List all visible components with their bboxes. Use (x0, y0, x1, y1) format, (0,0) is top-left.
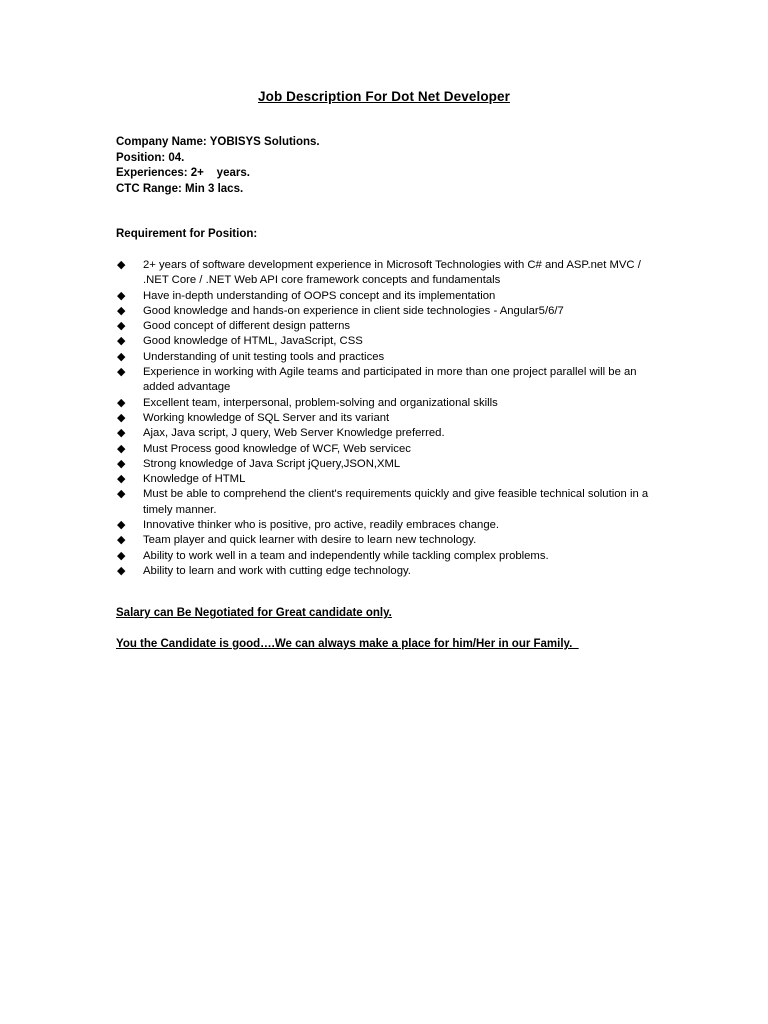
position-count: Position: 04. (116, 151, 185, 164)
diamond-bullet-icon: ◆ (117, 457, 126, 470)
requirement-text: Working knowledge of SQL Server and its variant (143, 411, 390, 424)
diamond-bullet-icon: ◆ (117, 396, 126, 409)
diamond-bullet-icon: ◆ (117, 366, 126, 379)
job-info (116, 135, 320, 197)
diamond-bullet-icon: ◆ (117, 488, 126, 501)
salary-note: Salary can Be Negotiated for Great candidate only. (116, 607, 392, 619)
diamond-bullet-icon: ◆ (117, 519, 126, 532)
diamond-bullet-icon: ◆ (117, 427, 126, 440)
diamond-bullet-icon: ◆ (117, 564, 126, 577)
requirement-text: Good knowledge and hands-on experience in client side technologies - Angular5/6/7 (143, 304, 564, 317)
requirement-text: Must Process good knowledge of WCF, Web servicec (143, 442, 411, 455)
list-item (116, 487, 656, 518)
requirement-text: Knowledge of HTML (143, 473, 246, 486)
list-item (116, 365, 656, 396)
requirement-text: Excellent team, interpersonal, problem-solving and organizational skills (143, 396, 498, 409)
requirement-text: Understanding of unit testing tools and practices (143, 350, 385, 363)
list-item (116, 258, 656, 289)
list-item (116, 350, 656, 365)
requirement-text: Ajax, Java script, J query, Web Server Knowledge preferred. (143, 427, 445, 440)
ctc-range: CTC Range: Min 3 lacs. (116, 182, 244, 195)
requirement-text: Must be able to comprehend the client's requirements quickly and give feasible technical solution in a timely manner. (143, 488, 649, 516)
closing-note: You the Candidate is good….We can always make a place for him/Her in our Family. (116, 638, 579, 650)
list-item (116, 396, 656, 411)
company-name: Company Name: YOBISYS Solutions. (116, 136, 320, 148)
requirement-text: 2+ years of software development experience in Microsoft Technologies with C# and ASP.net MVC / .NET Core / .NET Web API core framework concepts and fundamentals (143, 259, 641, 287)
list-item (116, 304, 656, 319)
experience-required: Experiences: 2+ years. (116, 167, 250, 179)
requirement-text: Innovative thinker who is positive, pro active, readily embraces change. (143, 519, 500, 532)
list-item (116, 289, 656, 304)
requirements-list (116, 258, 656, 579)
list-item (116, 564, 656, 579)
requirement-text: Strong knowledge of Java Script jQuery,JSON,XML (143, 457, 401, 470)
diamond-bullet-icon: ◆ (117, 473, 126, 486)
requirement-text: Ability to learn and work with cutting edge technology. (143, 564, 411, 577)
requirement-text: Have in-depth understanding of OOPS concept and its implementation (143, 289, 496, 302)
diamond-bullet-icon: ◆ (117, 335, 126, 348)
requirement-text: Team player and quick learner with desire to learn new technology. (143, 534, 477, 547)
diamond-bullet-icon: ◆ (117, 350, 126, 363)
list-item (116, 472, 656, 487)
list-item (116, 549, 656, 564)
diamond-bullet-icon: ◆ (117, 320, 126, 333)
requirement-text: Good knowledge of HTML, JavaScript, CSS (143, 335, 363, 348)
list-item (116, 319, 656, 334)
document-title: Job Description For Dot Net Developer (258, 89, 510, 104)
list-item (116, 334, 656, 349)
requirement-text: Good concept of different design patterns (143, 320, 351, 333)
list-item (116, 442, 656, 457)
diamond-bullet-icon: ◆ (117, 442, 126, 455)
requirement-text: Experience in working with Agile teams and participated in more than one project parallel will be an added advantage (143, 366, 637, 394)
diamond-bullet-icon: ◆ (117, 534, 126, 547)
list-item (116, 426, 656, 441)
list-item (116, 411, 656, 426)
diamond-bullet-icon: ◆ (117, 304, 126, 317)
diamond-bullet-icon: ◆ (117, 259, 126, 271)
list-item (116, 533, 656, 548)
list-item (116, 457, 656, 472)
requirements-heading: Requirement for Position: (116, 228, 258, 240)
list-item (116, 518, 656, 533)
requirement-text: Ability to work well in a team and independently while tackling complex problems. (143, 549, 549, 562)
diamond-bullet-icon: ◆ (117, 549, 126, 562)
diamond-bullet-icon: ◆ (117, 411, 126, 424)
diamond-bullet-icon: ◆ (117, 289, 126, 302)
